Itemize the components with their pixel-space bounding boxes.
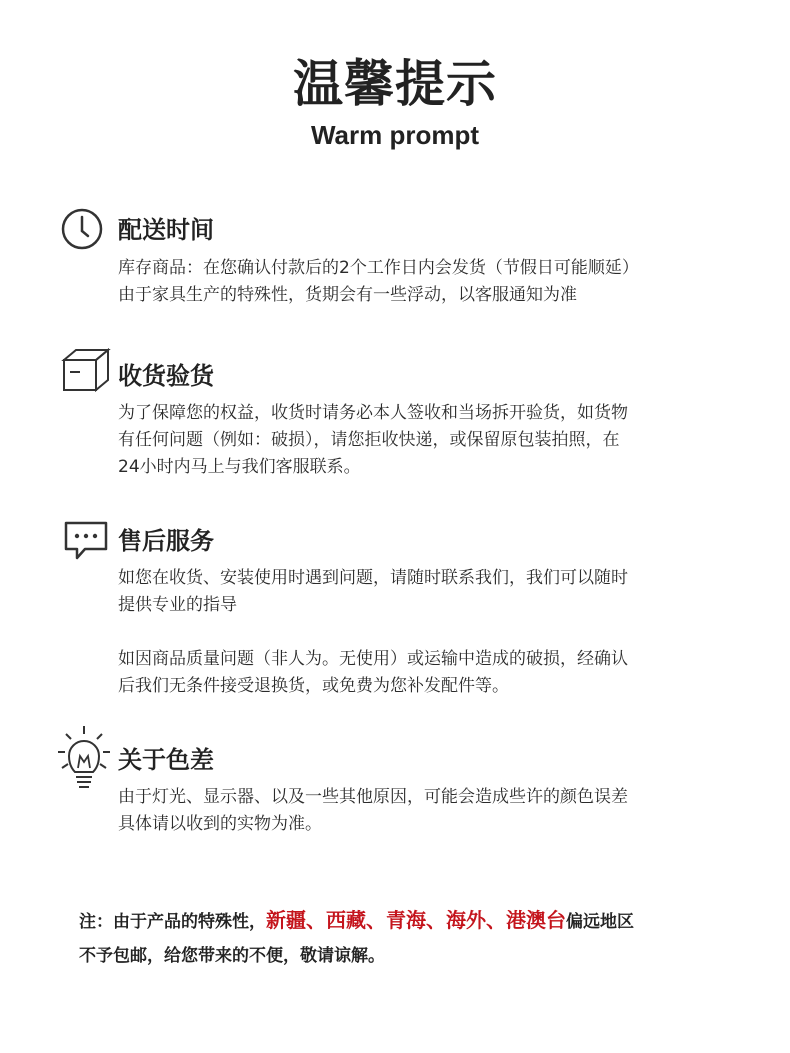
page-subtitle: Warm prompt (310, 120, 480, 150)
note-regions: 新疆、西藏、青海、海外、港澳台 (266, 908, 566, 932)
section-heading: 关于色差 (118, 746, 214, 774)
body-line: 由于家具生产的特殊性，货期会有一些浮动，以客服通知为准 (118, 285, 577, 305)
body-line: 如您在收货、安装使用时遇到问题，请随时联系我们，我们可以随时 (118, 568, 628, 588)
section-body-2 (118, 646, 758, 700)
body-line: 如因商品质量问题（非人为。无使用）或运输中造成的破损，经确认 (118, 649, 628, 669)
shipping-note (79, 903, 759, 973)
box-icon (60, 348, 112, 398)
section-body (118, 255, 758, 309)
note-line-2: 不予包邮，给您带来的不便，敬请谅解。 (79, 946, 385, 966)
section-heading: 售后服务 (118, 527, 214, 555)
section-body (118, 565, 758, 619)
body-line: 具体请以收到的实物为准。 (118, 814, 322, 834)
body-line: 库存商品：在您确认付款后的2个工作日内会发货（节假日可能顺延） (118, 258, 639, 278)
note-line-1 (79, 903, 759, 939)
lightbulb-icon (56, 724, 112, 796)
body-line: 为了保障您的权益，收货时请务必本人签收和当场拆开验货，如货物 (118, 403, 628, 423)
note-prefix: 注：由于产品的特殊性， (79, 912, 266, 932)
section-body (118, 784, 758, 838)
section-heading: 收货验货 (118, 362, 214, 390)
clock-icon (60, 207, 104, 255)
body-line: 后我们无条件接受退换货，或免费为您补发配件等。 (118, 676, 509, 696)
body-line: 由于灯光、显示器、以及一些其他原因，可能会造成些许的颜色误差 (118, 787, 628, 807)
chat-bubble-icon (63, 520, 109, 566)
body-line: 提供专业的指导 (118, 595, 237, 615)
section-body (118, 400, 758, 481)
note-suffix: 偏远地区 (566, 912, 634, 932)
section-heading: 配送时间 (118, 216, 214, 244)
body-line: 有任何问题（例如：破损），请您拒收快递，或保留原包装拍照，在 (118, 430, 620, 450)
page-title: 温馨提示 (293, 55, 497, 113)
body-line: 24小时内马上与我们客服联系。 (118, 457, 361, 477)
